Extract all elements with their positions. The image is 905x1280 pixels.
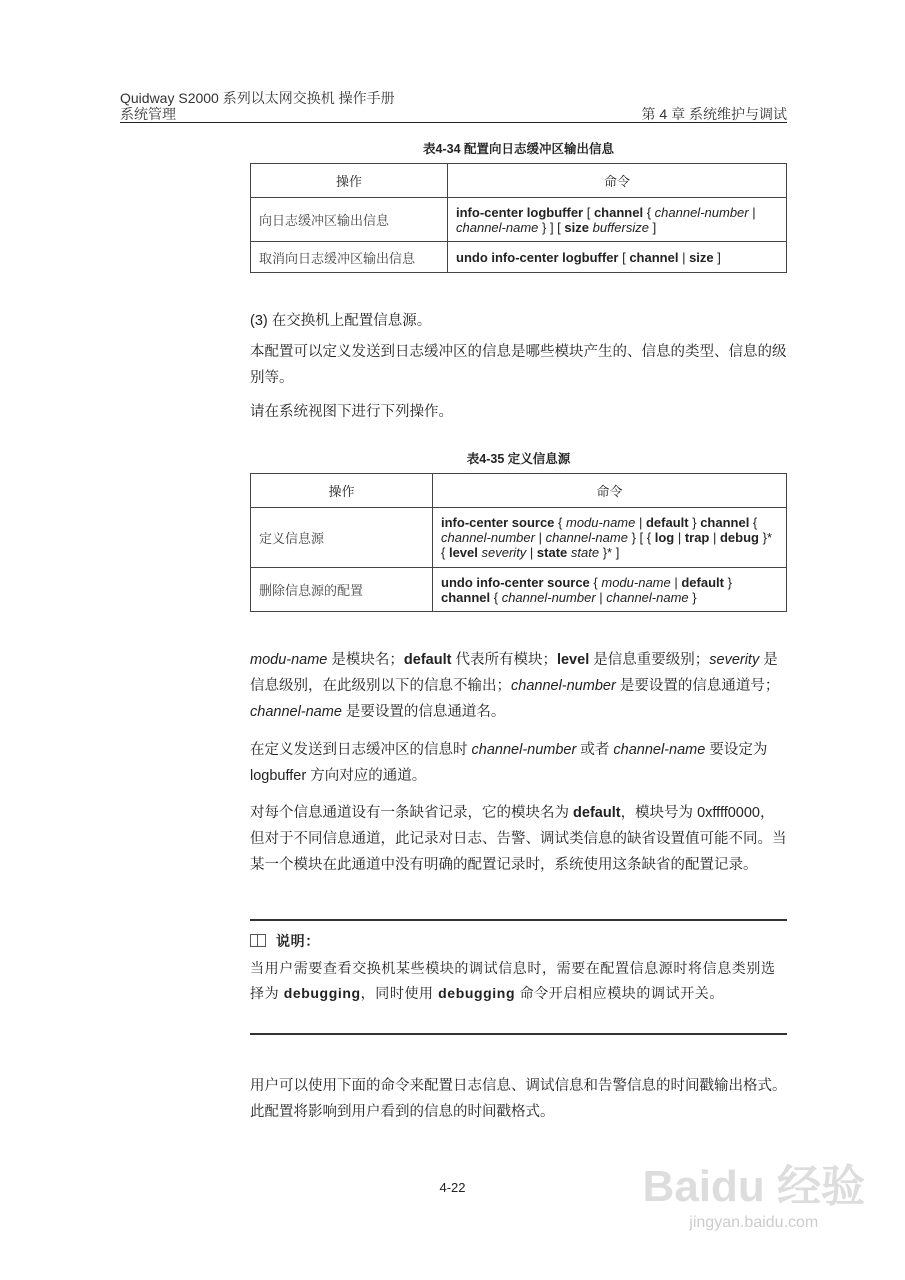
keyword-text: size: [689, 249, 714, 265]
text-run: 当用户需要查看交换机某些模块的调试信息时，需要在配置信息源时将信息类别选择为: [250, 960, 776, 1001]
table2-op: 定义信息源: [251, 508, 433, 568]
keyword-text: default: [681, 574, 724, 590]
table-row: [251, 242, 787, 273]
note-title: 说明：: [276, 933, 320, 949]
keyword-text: channel: [441, 589, 491, 605]
parameter-text: modu-name: [566, 515, 636, 530]
table2-op: 删除信息源的配置: [251, 568, 433, 612]
text-run: 是要设置的信息通道号；: [615, 678, 780, 694]
paragraph-default: [250, 800, 787, 878]
text-run: ，模块号为 0xffff0000，但对于不同信息通道，此记录对日志、告警、调试类信息的缺省设置值可能不同。当某一个模块在此通道中没有明确的配置记录时，系统使用这条缺省的配置记录。: [250, 805, 787, 873]
table2-cmd: [433, 508, 787, 568]
keyword-text: info-center logbuffer: [456, 204, 584, 220]
text-run: {: [643, 204, 655, 220]
note-body: [250, 956, 787, 1006]
table1-cmd: [448, 198, 787, 242]
baidu-watermark: [643, 1150, 865, 1232]
text-run: |: [534, 530, 546, 545]
keyword-text: debugging: [283, 985, 361, 1001]
text-run: {: [589, 574, 602, 590]
parameter-text: channel-name: [606, 589, 689, 605]
parameter-text: channel-number: [471, 742, 577, 758]
parameter-text: modu-name: [601, 574, 671, 590]
table1-header-cmd: 命令: [448, 164, 787, 198]
parameter-text: state: [570, 545, 600, 560]
text-run: }: [688, 515, 701, 530]
keyword-text: channel: [700, 515, 750, 530]
parameter-text: channel-number: [511, 678, 616, 694]
parameter-text: channel-number: [654, 204, 749, 220]
text-run: |: [678, 249, 690, 265]
text-run: }* {: [441, 530, 772, 560]
book-icon: [250, 934, 266, 947]
keyword-text: channel: [593, 204, 644, 220]
text-run: }: [723, 574, 732, 590]
keyword-text: info-center source: [441, 515, 555, 530]
note-top-rule: [250, 919, 787, 921]
paragraph-params: [250, 647, 787, 725]
text-run: 对每个信息通道设有一条缺省记录，它的模块名为: [250, 805, 574, 821]
keyword-text: state: [536, 545, 568, 560]
table2-header-op: 操作: [251, 474, 433, 508]
text-run: |: [595, 589, 607, 605]
keyword-text: size: [564, 219, 589, 235]
keyword-text: trap: [684, 530, 710, 545]
text-run: |: [709, 530, 720, 545]
text-run: |: [670, 574, 682, 590]
parameter-text: severity: [709, 652, 760, 668]
chapter-title: 第 4 章 系统维护与调试: [641, 106, 787, 122]
parameter-text: channel-number: [501, 589, 596, 605]
text-run: ]: [648, 219, 657, 235]
header-divider: [120, 122, 787, 123]
table-row: [251, 198, 787, 242]
paragraph-channel: [250, 737, 787, 789]
text-run: |: [674, 530, 685, 545]
table-row: [251, 508, 787, 568]
step-heading: (3) 在交换机上配置信息源。: [250, 313, 432, 329]
text-run: |: [635, 515, 646, 530]
parameter-text: severity: [481, 545, 527, 560]
table2-header-cmd: 命令: [433, 474, 787, 508]
text-run: 或者: [576, 742, 614, 758]
table2-cmd: [433, 568, 787, 612]
paragraph-timestamp: 用户可以使用下面的命令来配置日志信息、调试信息和告警信息的时间戳输出格式。此配置将影响到用户看到的信息的时间戳格式。: [250, 1078, 787, 1120]
parameter-text: channel-name: [250, 704, 342, 720]
keyword-text: log: [654, 530, 675, 545]
keyword-text: default: [573, 805, 621, 821]
table2-caption: 表4-35 定义信息源: [466, 452, 571, 466]
text-run: ，同时使用: [360, 985, 439, 1001]
text-run: 是要设置的信息通道名。: [341, 704, 506, 720]
parameter-text: modu-name: [250, 652, 328, 668]
text-run: |: [748, 204, 756, 220]
table1-caption: 表4-34 配置向日志缓冲区输出信息: [423, 142, 614, 156]
text-run: [: [583, 204, 594, 220]
text-run: 是信息重要级别；: [589, 652, 710, 668]
table1-op: 取消向日志缓冲区输出信息: [251, 242, 448, 273]
text-run: 命令开启相应模块的调试开关。: [515, 985, 724, 1001]
parameter-text: channel-name: [456, 219, 539, 235]
text-run: }* ]: [599, 545, 620, 560]
watermark-logo: Baidu 经验: [642, 1162, 865, 1211]
keyword-text: undo info-center logbuffer: [456, 249, 619, 265]
watermark-url: jingyan.baidu.com: [689, 1214, 819, 1231]
section-title: 系统管理: [120, 106, 176, 122]
text-run: {: [749, 515, 758, 530]
instruction: 请在系统视图下进行下列操作。: [250, 404, 453, 420]
text-run: 是信息级别，在此级别以下的信息不输出；: [250, 652, 778, 694]
note-heading: [250, 929, 787, 954]
keyword-text: debugging: [438, 985, 516, 1001]
table-row: [251, 568, 787, 612]
keyword-text: channel: [629, 249, 679, 265]
text-run: } [ {: [627, 530, 655, 545]
table2: [250, 473, 787, 612]
note-bottom-rule: [250, 1033, 787, 1035]
text-run: |: [526, 545, 537, 560]
keyword-text: undo info-center source: [441, 574, 590, 590]
page-number: 4-22: [439, 1180, 466, 1195]
text-run: 在定义发送到日志缓冲区的信息时: [250, 742, 472, 758]
text-run: {: [490, 589, 502, 605]
text-run: 代表所有模块；: [451, 652, 557, 668]
parameter-text: channel-name: [613, 742, 706, 758]
text-run: } ] [: [538, 219, 565, 235]
keyword-text: debug: [719, 530, 759, 545]
table1-op: 向日志缓冲区输出信息: [251, 198, 448, 242]
text-run: [: [618, 249, 630, 265]
text-run: }: [688, 589, 697, 605]
intro-paragraph: 本配置可以定义发送到日志缓冲区的信息是哪些模块产生的、信息的类型、信息的级别等。: [250, 344, 787, 386]
keyword-text: default: [645, 515, 689, 530]
table1-cmd: [448, 242, 787, 273]
parameter-text: buffersize: [592, 219, 649, 235]
text-run: ]: [713, 249, 721, 265]
doc-title: Quidway S2000 系列以太网交换机 操作手册: [120, 90, 395, 106]
text-run: 要设定为 logbuffer 方向对应的通道。: [250, 742, 768, 784]
keyword-text: level: [556, 652, 590, 668]
parameter-text: channel-name: [545, 530, 628, 545]
parameter-text: channel-number: [441, 530, 535, 545]
table1: [250, 163, 787, 273]
text-run: {: [554, 515, 566, 530]
text-run: 是模块名；: [327, 652, 404, 668]
keyword-text: level: [448, 545, 478, 560]
keyword-text: default: [403, 652, 452, 668]
table1-header-op: 操作: [251, 164, 448, 198]
